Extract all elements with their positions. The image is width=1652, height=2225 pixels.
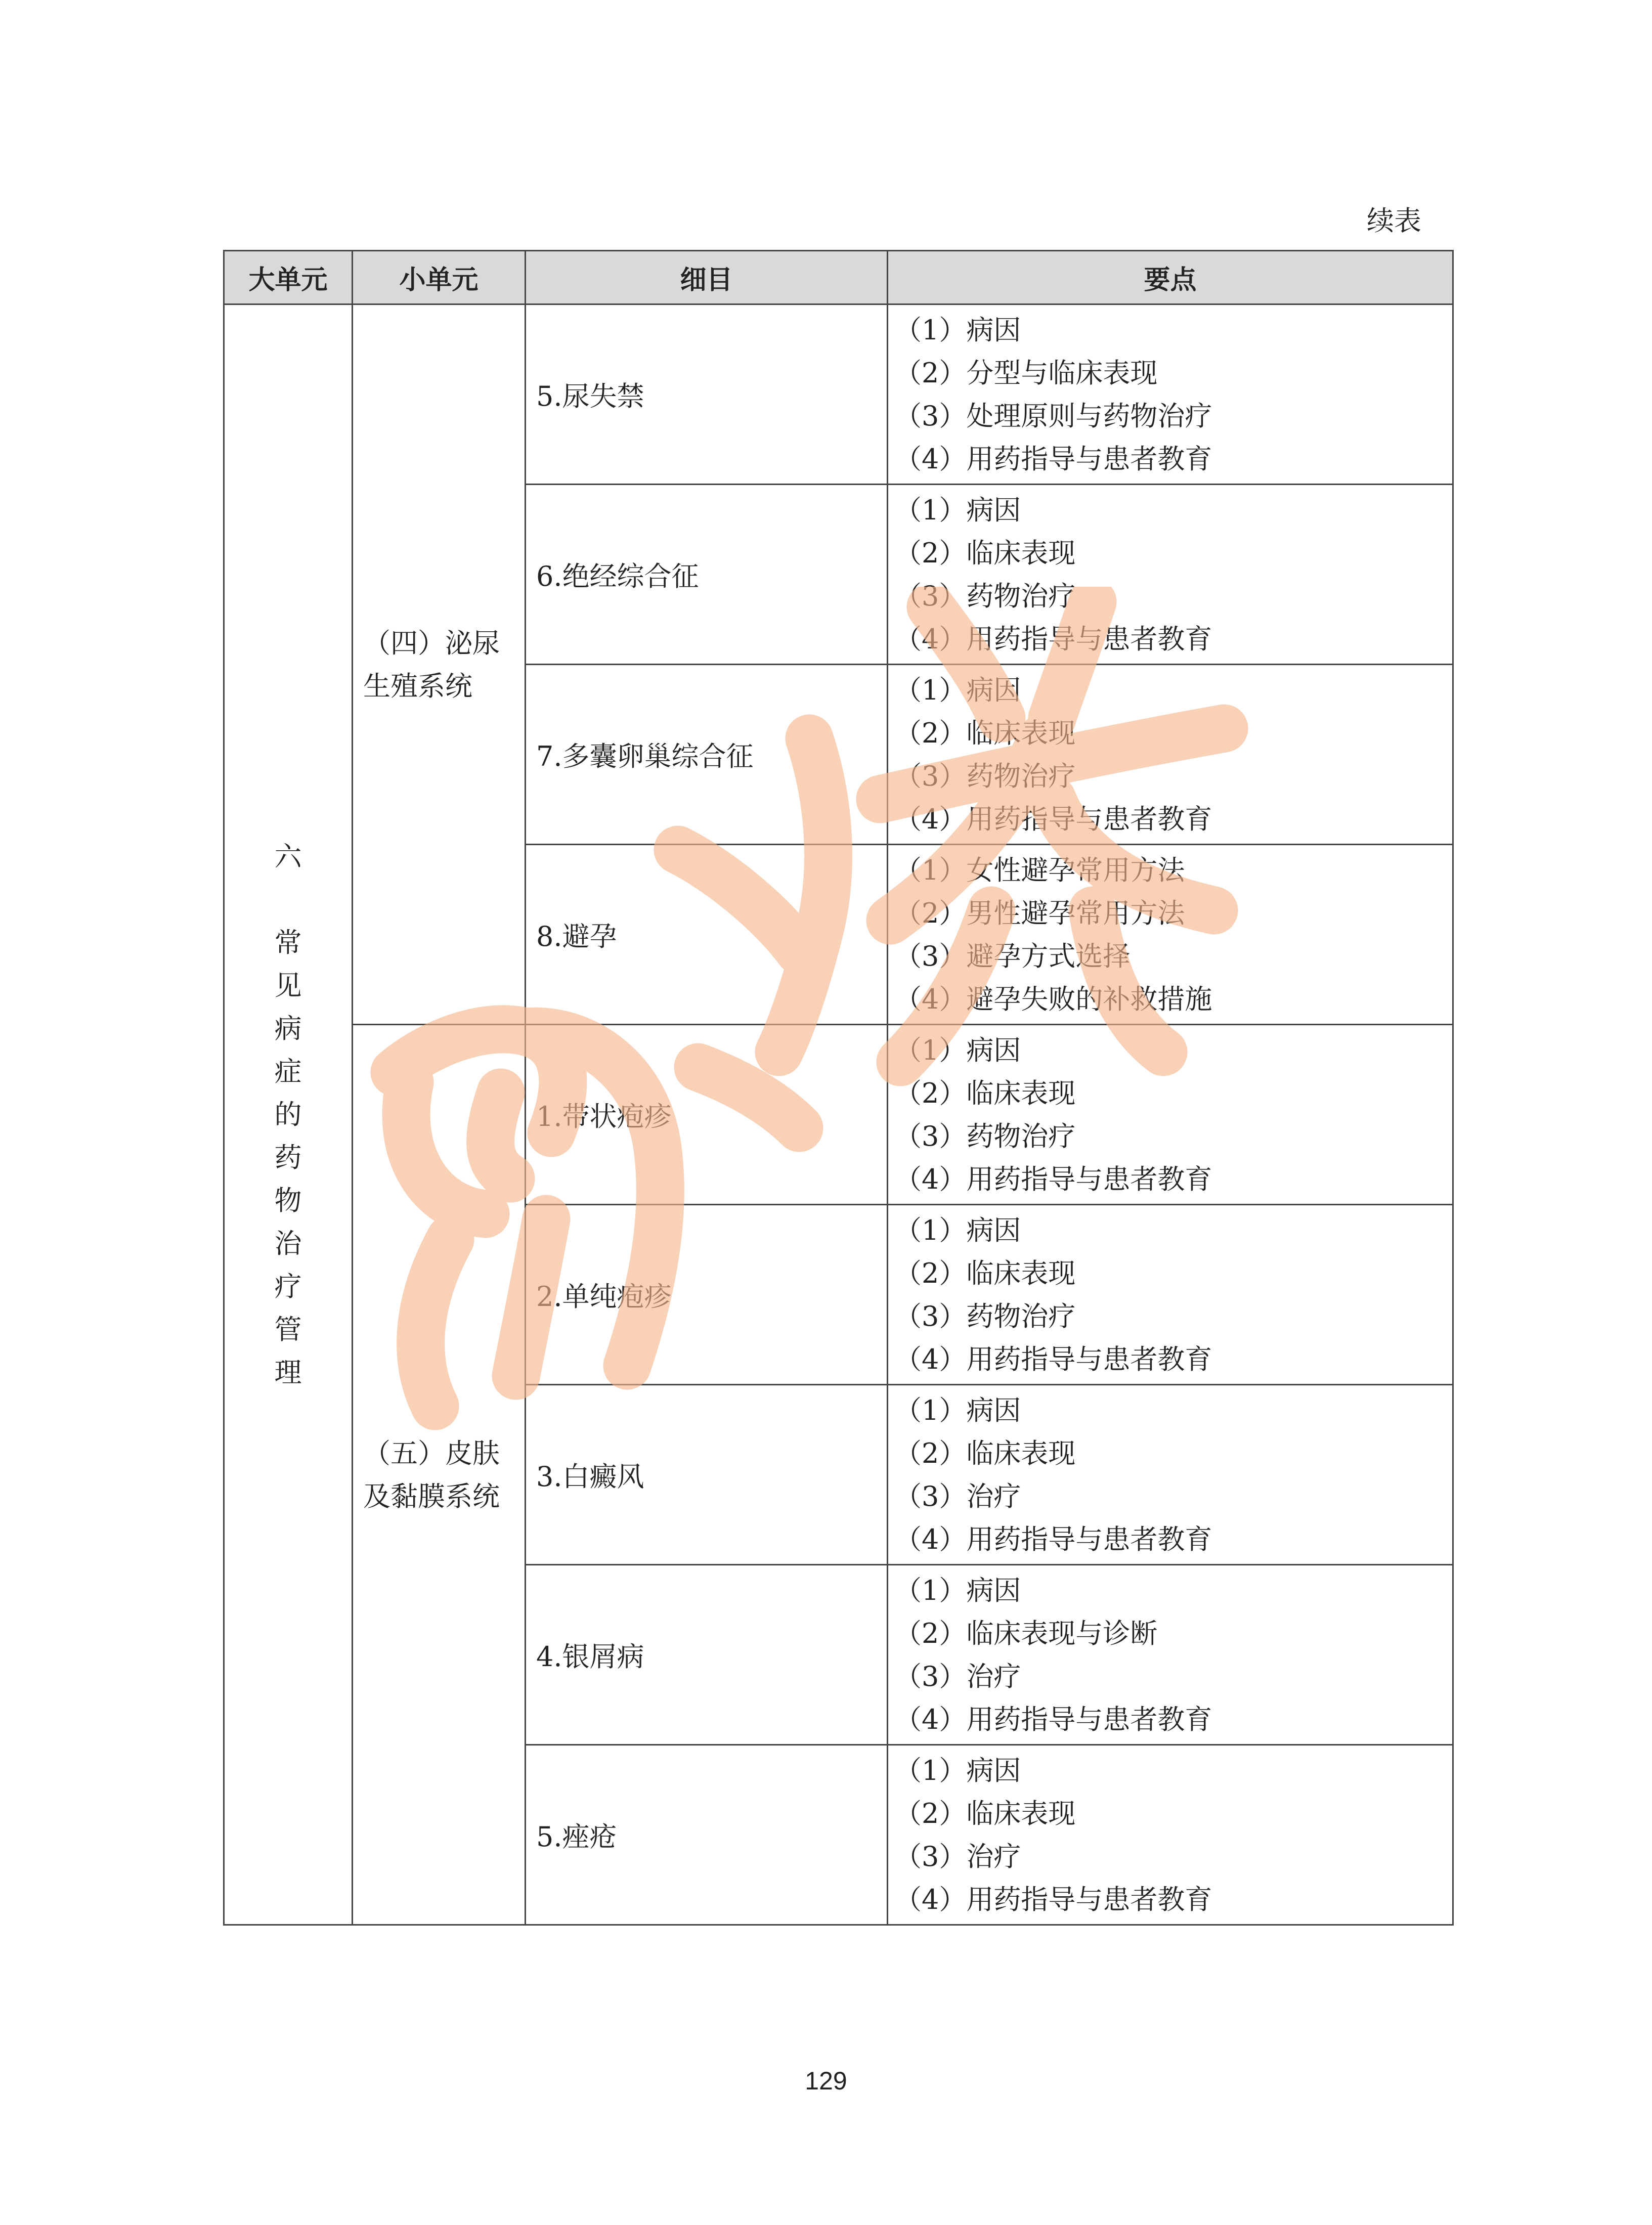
detail-cell: 7.多囊卵巢综合征 xyxy=(526,665,888,845)
key-point: （4）用药指导与患者教育 xyxy=(894,443,1212,475)
key-point: （3）治疗 xyxy=(894,1840,1021,1872)
major-unit-char: 理 xyxy=(274,1357,302,1388)
major-unit-char: 常 xyxy=(274,927,302,958)
key-point: （2）临床表现 xyxy=(894,1797,1076,1829)
major-unit-char: 药 xyxy=(274,1142,302,1173)
key-point: （4）用药指导与患者教育 xyxy=(894,1883,1212,1915)
major-unit-char: 症 xyxy=(274,1056,302,1087)
major-unit-number: 六 xyxy=(274,841,302,872)
key-point: （1）病因 xyxy=(894,1394,1021,1426)
major-unit-char: 管 xyxy=(274,1314,302,1345)
key-points-cell xyxy=(888,1025,1453,1205)
minor-unit-line: （五）皮肤 xyxy=(363,1437,500,1469)
key-points-cell xyxy=(888,1745,1453,1925)
key-point: （3）处理原则与药物治疗 xyxy=(894,400,1212,432)
key-point: （3）避孕方式选择 xyxy=(894,940,1131,972)
header-row xyxy=(224,251,1453,304)
key-point: （4）用药指导与患者教育 xyxy=(894,1163,1212,1195)
key-points-cell xyxy=(888,304,1453,485)
key-points-cell xyxy=(888,1565,1453,1745)
key-point: （4）避孕失败的补救措施 xyxy=(894,983,1212,1015)
major-unit-cell xyxy=(224,304,353,1925)
detail-cell: 5.痤疮 xyxy=(526,1745,888,1925)
major-unit-char: 疗 xyxy=(274,1271,302,1302)
key-point: （1）病因 xyxy=(894,494,1021,526)
continued-label: 续表 xyxy=(1367,205,1421,237)
key-point: （1）病因 xyxy=(894,674,1021,706)
key-point: （4）用药指导与患者教育 xyxy=(894,1703,1212,1735)
key-point: （3）药物治疗 xyxy=(894,760,1076,792)
header-detail: 细目 xyxy=(526,251,888,304)
key-point: （1）病因 xyxy=(894,1034,1021,1066)
key-points-cell xyxy=(888,845,1453,1025)
key-point: （1）病因 xyxy=(894,1574,1021,1606)
detail-cell: 5.尿失禁 xyxy=(526,304,888,485)
detail-cell: 2.单纯疱疹 xyxy=(526,1205,888,1385)
key-points-cell xyxy=(888,1205,1453,1385)
key-points-cell xyxy=(888,665,1453,845)
key-point: （4）用药指导与患者教育 xyxy=(894,1343,1212,1375)
minor-unit-line: （四）泌尿 xyxy=(363,627,500,659)
key-point: （2）临床表现与诊断 xyxy=(894,1617,1158,1649)
syllabus-table xyxy=(223,250,1454,1926)
major-unit-char: 见 xyxy=(274,970,302,1001)
header-minor-unit: 小单元 xyxy=(353,251,526,304)
key-points-cell xyxy=(888,485,1453,665)
key-point: （3）治疗 xyxy=(894,1480,1021,1512)
detail-cell: 3.白癜风 xyxy=(526,1385,888,1565)
key-point: （4）用药指导与患者教育 xyxy=(894,803,1212,835)
key-point: （1）病因 xyxy=(894,1754,1021,1786)
minor-unit-line: 生殖系统 xyxy=(363,670,472,702)
minor-unit-urogenital xyxy=(353,304,526,1025)
key-point: （2）临床表现 xyxy=(894,537,1076,569)
key-point: （2）临床表现 xyxy=(894,1437,1076,1469)
key-point: （3）药物治疗 xyxy=(894,1120,1076,1152)
minor-unit-line: 及黏膜系统 xyxy=(363,1480,500,1512)
key-point: （4）用药指导与患者教育 xyxy=(894,623,1212,655)
detail-cell: 1.带状疱疹 xyxy=(526,1025,888,1205)
major-unit-char: 的 xyxy=(274,1099,302,1130)
table-row xyxy=(224,304,1453,485)
detail-cell: 4.银屑病 xyxy=(526,1565,888,1745)
key-point: （3）药物治疗 xyxy=(894,580,1076,612)
key-point: （1）病因 xyxy=(894,314,1021,346)
key-point: （2）临床表现 xyxy=(894,1257,1076,1289)
key-point: （1）女性避孕常用方法 xyxy=(894,854,1185,886)
header-key-points: 要点 xyxy=(888,251,1453,304)
key-point: （1）病因 xyxy=(894,1214,1021,1246)
header-major-unit: 大单元 xyxy=(224,251,353,304)
key-points-cell xyxy=(888,1385,1453,1565)
key-point: （3）药物治疗 xyxy=(894,1300,1076,1332)
detail-cell: 6.绝经综合征 xyxy=(526,485,888,665)
major-unit-char: 物 xyxy=(274,1185,302,1216)
key-point: （2）男性避孕常用方法 xyxy=(894,897,1185,929)
key-point: （2）临床表现 xyxy=(894,717,1076,749)
minor-unit-skin-mucosa xyxy=(353,1025,526,1925)
major-unit-char: 治 xyxy=(274,1228,302,1259)
key-point: （2）分型与临床表现 xyxy=(894,357,1158,389)
major-unit-char: 病 xyxy=(274,1013,302,1044)
table-row xyxy=(224,1025,1453,1205)
key-point: （2）临床表现 xyxy=(894,1077,1076,1109)
page-number: 129 xyxy=(805,2067,847,2095)
detail-cell: 8.避孕 xyxy=(526,845,888,1025)
key-point: （4）用药指导与患者教育 xyxy=(894,1523,1212,1555)
key-point: （3）治疗 xyxy=(894,1660,1021,1692)
